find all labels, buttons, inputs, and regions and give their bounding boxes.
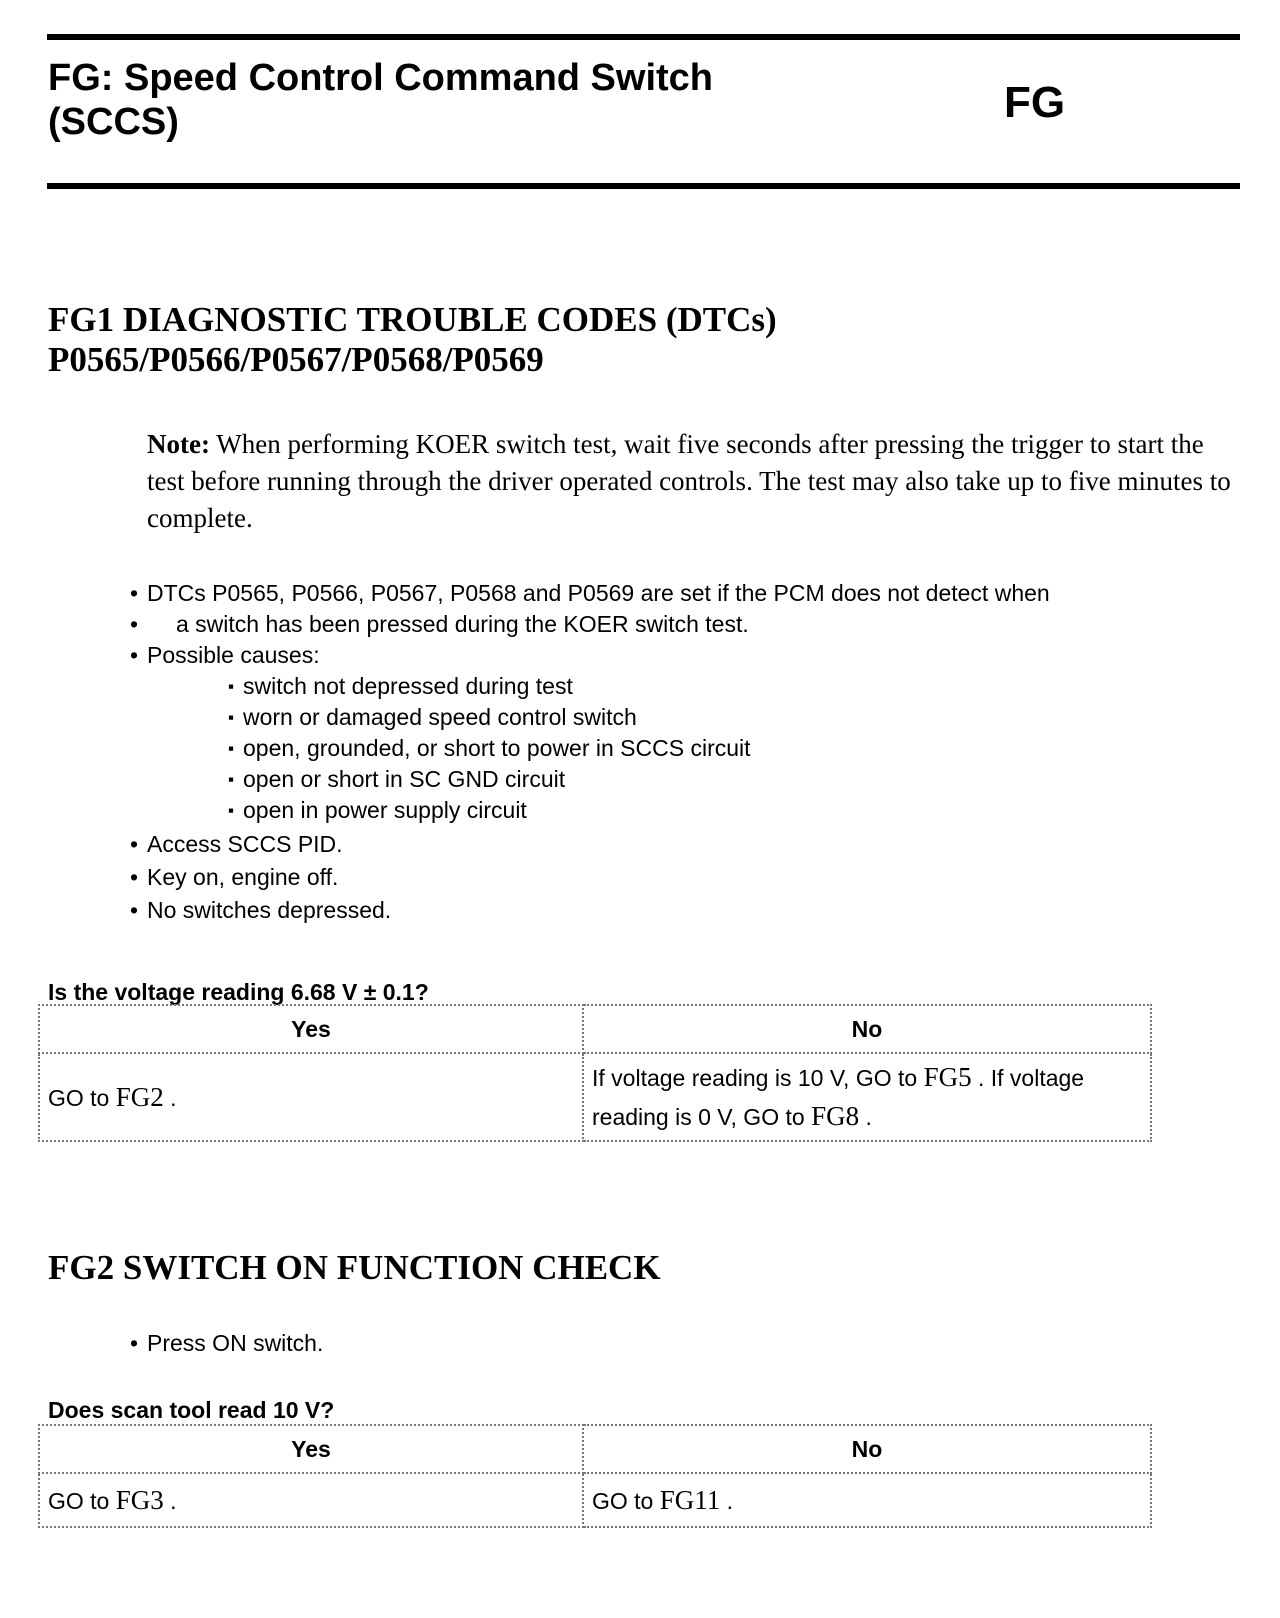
fg1-bullet-list [130, 578, 1240, 926]
no-action: If voltage reading is 10 V, GO to FG5 . If voltage reading is 0 V, GO to FG8 . [583, 1053, 1151, 1141]
fg1-result-table [38, 1004, 1152, 1142]
cause-item: ▪ open, grounded, or short to power in SCCS circuit [130, 733, 1240, 764]
bullet-dtc-description: • DTCs P0565, P0566, P0567, P0568 and P0569 are set if the PCM does not detect when [130, 578, 1240, 609]
bullet-dtc-description-continued: • a switch has been pressed during the KOER switch test. [130, 609, 1240, 640]
bullet-access-pid: • Access SCCS PID. [130, 829, 1240, 860]
fg1-question: Is the voltage reading 6.68 V ± 0.1? [48, 979, 429, 1005]
bullet-no-switches: • No switches depressed. [130, 895, 1240, 926]
section-code: FG [1004, 78, 1066, 127]
note-label: Note: [147, 429, 210, 459]
yes-header: Yes [39, 1005, 583, 1053]
goto-link-fg5[interactable]: FG5 [923, 1062, 972, 1092]
no-action: GO to FG11 . [583, 1473, 1151, 1527]
table-header-row [39, 1005, 1151, 1053]
fg1-heading-line1: FG1 DIAGNOSTIC TROUBLE CODES (DTCs) [48, 300, 777, 339]
fg2-result-table [38, 1424, 1152, 1528]
goto-link-fg3[interactable]: FG3 [115, 1484, 164, 1515]
bullet-press-on-switch: • Press ON switch. [130, 1328, 1130, 1359]
fg1-note [147, 426, 1232, 537]
header-rule-top [47, 34, 1240, 40]
fg2-heading: FG2 SWITCH ON FUNCTION CHECK [48, 1248, 661, 1287]
cause-item: ▪ switch not depressed during test [130, 671, 1240, 702]
yes-action: GO to FG3 . [39, 1473, 583, 1527]
fg2-bullet-list [130, 1328, 1130, 1359]
table-header-row [39, 1425, 1151, 1473]
note-text: When performing KOER switch test, wait five seconds after pressing the trigger to start the test before running through the driver operated controls. The test may also take up to five minutes to complete. [147, 429, 1231, 533]
table-row [39, 1473, 1151, 1527]
goto-link-fg2[interactable]: FG2 [115, 1081, 164, 1112]
fg2-question: Does scan tool read 10 V? [48, 1397, 335, 1423]
cause-item: ▪ open or short in SC GND circuit [130, 764, 1240, 795]
bullet-key-on: • Key on, engine off. [130, 862, 1240, 893]
cause-item: ▪ open in power supply circuit [130, 795, 1240, 826]
table-row [39, 1053, 1151, 1141]
section-title: FG: Speed Control Command Switch (SCCS) [48, 57, 714, 143]
goto-link-fg8[interactable]: FG8 [811, 1101, 860, 1131]
bullet-possible-causes: • Possible causes: [130, 640, 1240, 671]
yes-action: GO to FG2 . [39, 1053, 583, 1141]
header-rule-bottom [47, 183, 1240, 189]
yes-header: Yes [39, 1425, 583, 1473]
goto-link-fg11[interactable]: FG11 [659, 1484, 721, 1515]
fg1-heading [48, 300, 777, 380]
cause-item: ▪ worn or damaged speed control switch [130, 702, 1240, 733]
no-header: No [583, 1425, 1151, 1473]
fg1-heading-line2: P0565/P0566/P0567/P0568/P0569 [48, 340, 544, 379]
no-header: No [583, 1005, 1151, 1053]
